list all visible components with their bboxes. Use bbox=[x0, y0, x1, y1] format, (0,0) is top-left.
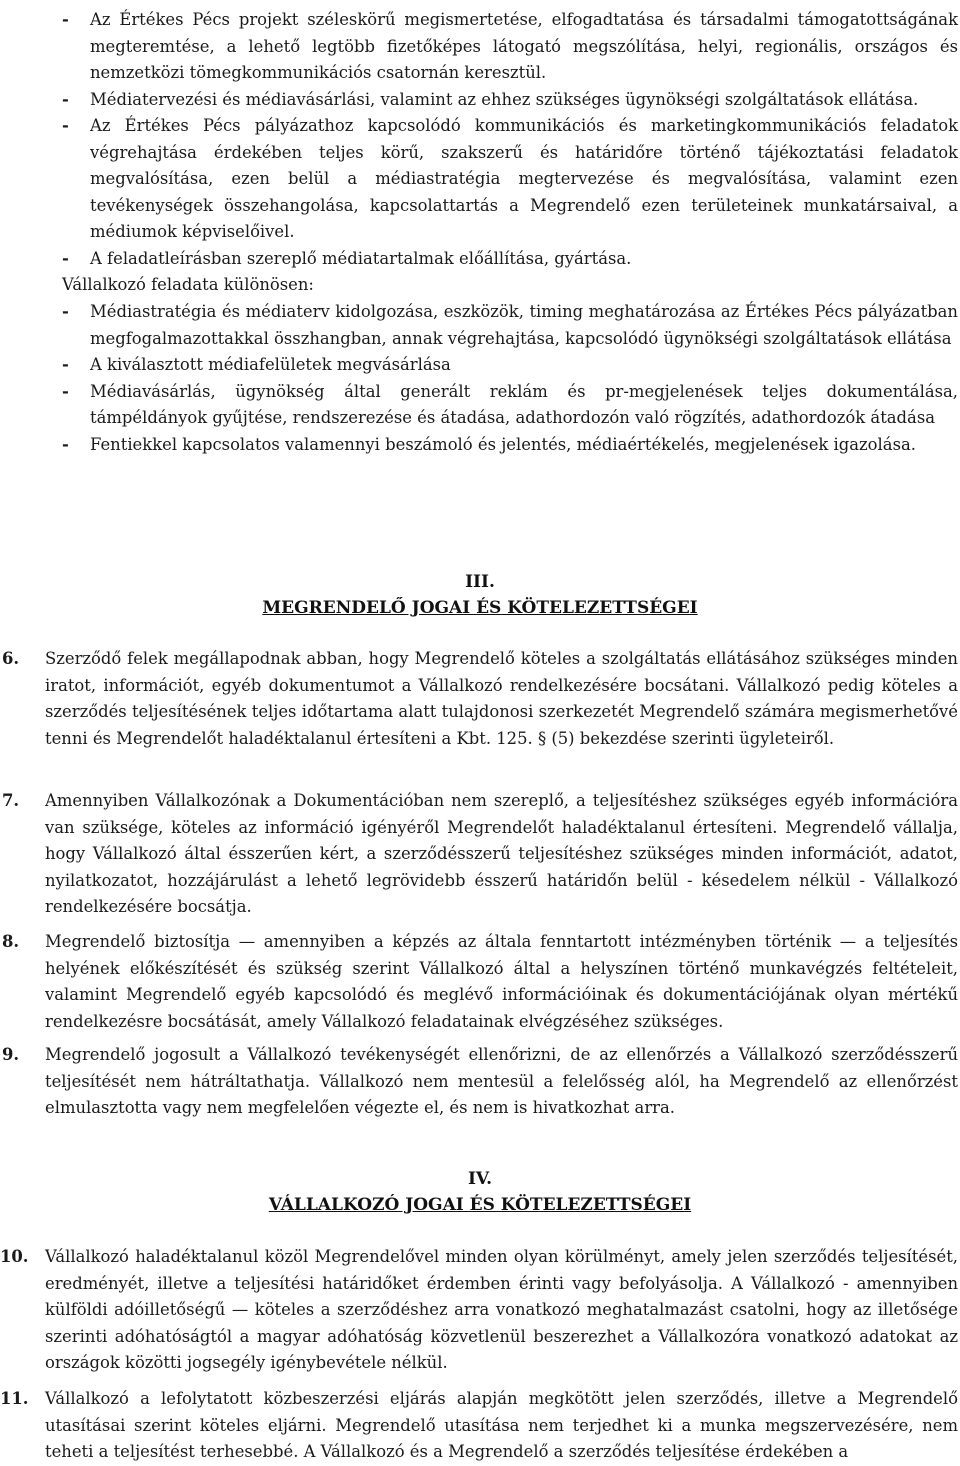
section-roman-numeral: III. bbox=[465, 572, 495, 592]
list-item bbox=[0, 87, 960, 114]
clause-text: Vállalkozó haladéktalanul közöl Megrendelővel minden olyan körülményt, amely jelen szerződés teljesítését, eredményét, illetve a teljesítési határidőket érdemben érinti vagy befolyásolja. A Vállalkozó - amennyiben külföldi adóilletőségű — köteles a szerződéshez arra vonatkozó meghatalmazást csatolni, hogy az illetősége szerinti adóhatóságtól a magyar adóhatóság közvetlenül beszerezhet a Vállalkozóra vonatkozó adatokat az országok közötti jogsegély igénybevétele nélkül. bbox=[45, 1247, 958, 1372]
bullet-dash: - bbox=[62, 248, 69, 268]
bullet-dash: - bbox=[62, 10, 69, 29]
bullet-list-b bbox=[0, 299, 960, 458]
clause-number: 9. bbox=[2, 1045, 20, 1064]
list-item bbox=[0, 7, 960, 87]
clause-number: 6. bbox=[2, 649, 20, 668]
bullet-dash: - bbox=[62, 355, 69, 374]
clause-text: Amennyiben Vállalkozónak a Dokumentációban nem szereplő, a teljesítéshez szükséges egyéb információra van szüksége, köteles az információ igényéről Megrendelőt haladéktalanul értesíteni. Megrendelő vállalja, hogy Vállalkozó által ésszerűen kért, a szerződésszerű teljesítéshez szükséges minden információt, adatot, nyilatkozatot, hozzájárulást a lehető legrövidebb ésszerű határidőn belül - késedelem nélkül - Vállalkozó rendelkezésére bocsátja. bbox=[45, 791, 958, 916]
bullet-dash: - bbox=[62, 89, 69, 109]
section-heading-iii bbox=[0, 569, 960, 621]
bullet-dash: - bbox=[62, 381, 69, 401]
section-title: MEGRENDELŐ JOGAI ÉS KÖTELEZETTSÉGEI bbox=[262, 598, 698, 618]
clause-text: Megrendelő biztosítja — amennyiben a képzés az általa fenntartott intézményben történik — a teljesítés helyének előkészítését és szükség szerint Vállalkozó által a helyszínen történő munkavégzés feltételeit, valamint Megrendelő egyéb kapcsolódó és meglévő információinak és dokumentációjának olyan mértékű rendelkezésre bocsátását, amely Vállalkozó feladatainak elvégzéséhez szükséges. bbox=[45, 932, 958, 1031]
list-item-text: Médiavásárlás, ügynökség által generált reklám és pr-megjelenések teljes dokumentálása, támpéldányok gyűjtése, rendszerezése és átadása, adathordozón való rögzítés, adathordozók átadása bbox=[90, 381, 958, 427]
numbered-clause bbox=[0, 1042, 960, 1122]
list-item-text: Médiatervezési és médiavásárlási, valamint az ehhez szükséges ügynökségi szolgáltatások ellátása. bbox=[90, 89, 919, 109]
clause-text: Megrendelő jogosult a Vállalkozó tevékenységét ellenőrizni, de az ellenőrzés a Vállalkozó szerződésszerű teljesítését nem hátráltathatja. Vállalkozó nem mentesül a felelősség alól, ha Megrendelő az ellenőrzést elmulasztotta vagy nem megfelelően végezte el, és nem is hivatkozhat arra. bbox=[45, 1045, 958, 1117]
bullet-dash: - bbox=[62, 434, 69, 454]
list-item-text: Fentiekkel kapcsolatos valamennyi beszámoló és jelentés, médiaértékelés, megjelenések igazolása. bbox=[90, 434, 916, 454]
list-item-text: Az Értékes Pécs projekt széleskörű megismertetése, elfogadtatása és társadalmi támogatottságának megteremtése, a lehető legtöbb fizetőképes látogató megszólítása, helyi, regionális, országos és nemzetközi tömegkommunikációs csatornán keresztül. bbox=[90, 10, 958, 82]
section-roman-numeral: IV. bbox=[467, 1169, 493, 1189]
numbered-clause bbox=[0, 646, 960, 752]
clause-number: 11. bbox=[0, 1389, 29, 1408]
bullet-list-a bbox=[0, 7, 960, 272]
intro-paragraph bbox=[0, 272, 960, 299]
clause-text: Szerződő felek megállapodnak abban, hogy Megrendelő köteles a szolgáltatás ellátásához szükséges minden iratot, információt, egyéb dokumentumot a Vállalkozó rendelkezésére bocsátani. Vállalkozó pedig köteles a szerződés teljesítésének teljes időtartama alatt tulajdonosi szerkezetét Megrendelő számára megismerhetővé tenni és Megrendelőt haladéktalanul értesíteni a Kbt. 125. § (5) bekezdése szerinti ügyleteiről. bbox=[45, 649, 958, 748]
bullet-dash: - bbox=[62, 302, 69, 321]
clause-text: Vállalkozó a lefolytatott közbeszerzési eljárás alapján megkötött jelen szerződés, illetve a Megrendelő utasításai szerint köteles eljárni. Megrendelő utasítása nem terjedhet ki a munka megszervezésére, nem teheti a teljesítést terhesebbé. A Vállalkozó és a Megrendelő a szerződés teljesítése érdekében a bbox=[45, 1389, 958, 1461]
list-item-text: A feladatleírásban szereplő médiatartalmak előállítása, gyártása. bbox=[90, 248, 632, 268]
list-item bbox=[0, 432, 960, 459]
list-item-text: Az Értékes Pécs pályázathoz kapcsolódó kommunikációs és marketingkommunikációs feladatok végrehajtása érdekében teljes körű, szakszerű és határidőre történő tájékoztatási feladatok megvalósítása, ezen belül a médiastratégia megtervezése és megvalósítása, valamint ezen tevékenységek összehangolása, kapcsolattartás a Megrendelő ezen területeinek munkatársaival, a médiumok képviselőivel. bbox=[90, 116, 958, 241]
intro-text: Vállalkozó feladata különösen: bbox=[62, 275, 314, 294]
section-title: VÁLLALKOZÓ JOGAI ÉS KÖTELEZETTSÉGEI bbox=[268, 1195, 692, 1215]
list-item-text: Médiastratégia és médiaterv kidolgozása, eszközök, timing meghatározása az Értékes Pécs pályázatban megfogalmazottakkal összhangban, annak végrehajtása, kapcsolódó ügynökségi szolgáltatások ellátása bbox=[90, 302, 958, 348]
bullet-dash: - bbox=[62, 116, 69, 135]
numbered-clause bbox=[0, 929, 960, 1035]
clause-number: 7. bbox=[2, 791, 20, 810]
clause-number: 10. bbox=[0, 1247, 29, 1266]
list-item bbox=[0, 379, 960, 432]
numbered-clause bbox=[0, 1386, 960, 1466]
numbered-clause bbox=[0, 1244, 960, 1377]
list-item-text: A kiválasztott médiafelületek megvásárlása bbox=[90, 355, 451, 374]
list-item bbox=[0, 246, 960, 273]
list-item bbox=[0, 352, 960, 379]
numbered-clause bbox=[0, 788, 960, 921]
section-heading-iv bbox=[0, 1166, 960, 1218]
list-item bbox=[0, 299, 960, 352]
list-item bbox=[0, 113, 960, 246]
clause-number: 8. bbox=[2, 932, 20, 951]
